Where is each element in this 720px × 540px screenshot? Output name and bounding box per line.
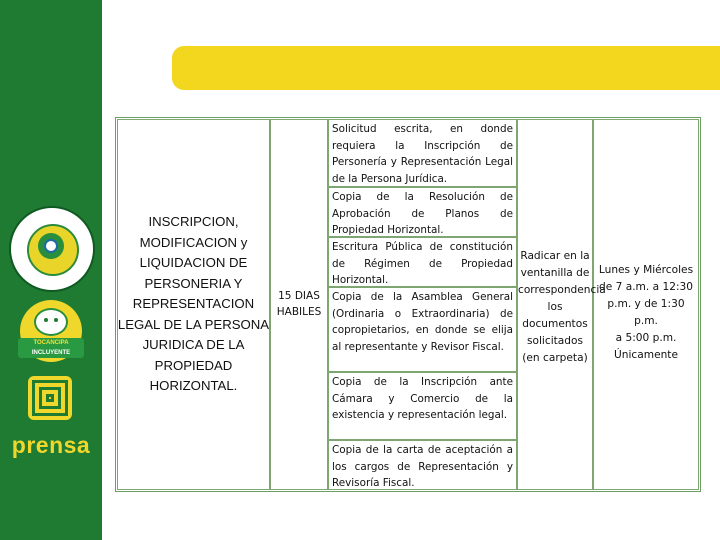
requirement-4: Copia de la Asamblea General (Ordinaria o Extraordinaria) de copropietarios, en donde se elija al representante y Revisor Fiscal.	[328, 287, 517, 372]
municipio-seal-logo	[8, 205, 94, 293]
header-bar	[172, 46, 720, 90]
tocancipa-badge-logo: TOCANCIPA INCLUYENTE	[8, 300, 94, 364]
office-hours: Lunes y Miércoles de 7 a.m. a 12:30 p.m. y de 1:30 p.m. a 5:00 p.m. Únicamente	[598, 264, 694, 361]
requirement-3: Escritura Pública de constitución de Régimen de Propiedad Horizontal.	[328, 237, 517, 287]
requirement-2: Copia de la Resolución de Aprobación de Planos de Propiedad Horizontal.	[328, 187, 517, 237]
processing-time: 15 DIAS HABILES	[276, 290, 322, 318]
procedure-name: INSCRIPCION, MODIFICACION y LIQUIDACION DE PERSONERIA Y REPRESENTACION LEGAL DE LA PERSONA JURIDICA DE LA PROPIEDAD HORIZONTAL.	[117, 214, 270, 393]
prensa-logo	[8, 376, 94, 466]
sidebar	[0, 0, 102, 540]
where-to-file: Radicar en la ventanilla de correspondencia los documentos solicitados (en carpeta)	[518, 250, 606, 364]
prensa-wordmark: prensa	[11, 432, 91, 458]
requirement-5: Copia de la Inscripción ante Cámara y Comercio de la existencia y representación legal.	[328, 372, 517, 440]
requirement-6: Copia de la carta de aceptación a los cargos de Representación y Revisoría Fiscal.	[328, 440, 517, 490]
requirement-1: Solicitud escrita, en donde requiera la Inscripción de Personería y Representación Legal de la Persona Jurídica.	[328, 119, 517, 187]
